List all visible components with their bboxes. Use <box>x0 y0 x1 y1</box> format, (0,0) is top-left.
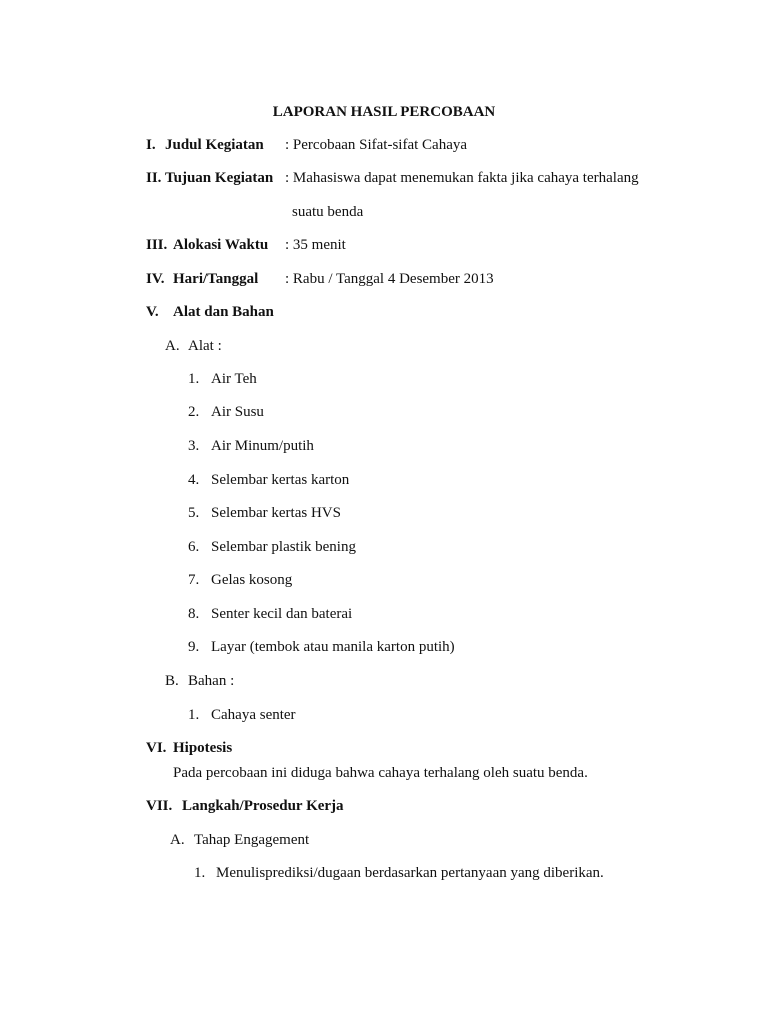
alat-item-number: 2. <box>188 404 200 420</box>
alat-item-text: Air Minum/putih <box>211 438 314 454</box>
section-5-label: Alat dan Bahan <box>173 304 274 320</box>
section-4-value: : Rabu / Tanggal 4 Desember 2013 <box>285 271 494 287</box>
bahan-item-text: Cahaya senter <box>211 707 296 723</box>
alat-item-number: 9. <box>188 639 200 655</box>
alat-item-number: 5. <box>188 505 200 521</box>
alat-item-number: 7. <box>188 572 200 588</box>
section-6-label: Hipotesis <box>173 740 233 756</box>
alat-item-text: Senter kecil dan baterai <box>211 606 353 622</box>
section-7-label: Langkah/Prosedur Kerja <box>182 798 344 814</box>
report-title: LAPORAN HASIL PERCOBAAN <box>272 104 496 120</box>
section-3-value: : 35 menit <box>285 237 346 253</box>
section-7-number: VII. <box>146 798 173 814</box>
alat-item-text: Selembar kertas HVS <box>211 505 341 521</box>
hipotesis-text: Pada percobaan ini diduga bahwa cahaya terhalang oleh suatu benda. <box>173 765 588 781</box>
section-4-label: Hari/Tanggal <box>173 271 259 287</box>
alat-item-number: 8. <box>188 606 200 622</box>
section-5-number: V. <box>146 304 159 320</box>
alat-item-text: Air Teh <box>211 371 257 387</box>
section-4-number: IV. <box>146 271 165 287</box>
tahap-label: Tahap Engagement <box>194 832 310 848</box>
tahap-letter: A. <box>170 832 185 848</box>
alat-item-text: Selembar plastik bening <box>211 539 356 555</box>
section-3-label: Alokasi Waktu <box>173 237 269 253</box>
alat-item-text: Layar (tembok atau manila karton putih) <box>211 639 455 655</box>
section-1-label: Judul Kegiatan <box>165 137 264 153</box>
tahap-item-text: Menulisprediksi/dugaan berdasarkan pertanyaan yang diberikan. <box>216 865 604 881</box>
tahap-item-number: 1. <box>194 865 206 881</box>
section-1-number: I. <box>146 137 156 153</box>
alat-item-number: 6. <box>188 539 200 555</box>
alat-item-number: 1. <box>188 371 200 387</box>
alat-item-number: 3. <box>188 438 200 454</box>
alat-item-text: Air Susu <box>211 404 264 420</box>
section-3-number: III. <box>146 237 168 253</box>
section-2-label: Tujuan Kegiatan <box>165 170 274 186</box>
bahan-letter: B. <box>165 673 179 689</box>
alat-item-text: Gelas kosong <box>211 572 293 588</box>
alat-letter: A. <box>165 338 180 354</box>
section-6-number: VI. <box>146 740 167 756</box>
alat-item-text: Selembar kertas karton <box>211 472 350 488</box>
alat-item-number: 4. <box>188 472 200 488</box>
section-2-value-line2: suatu benda <box>292 204 364 220</box>
bahan-item-number: 1. <box>188 707 200 723</box>
bahan-label: Bahan : <box>188 673 235 689</box>
section-2-number: II. <box>146 170 162 186</box>
alat-label: Alat : <box>188 338 222 354</box>
section-1-value: : Percobaan Sifat-sifat Cahaya <box>285 137 468 153</box>
section-2-value-line1: : Mahasiswa dapat menemukan fakta jika cahaya terhalang <box>285 170 639 186</box>
